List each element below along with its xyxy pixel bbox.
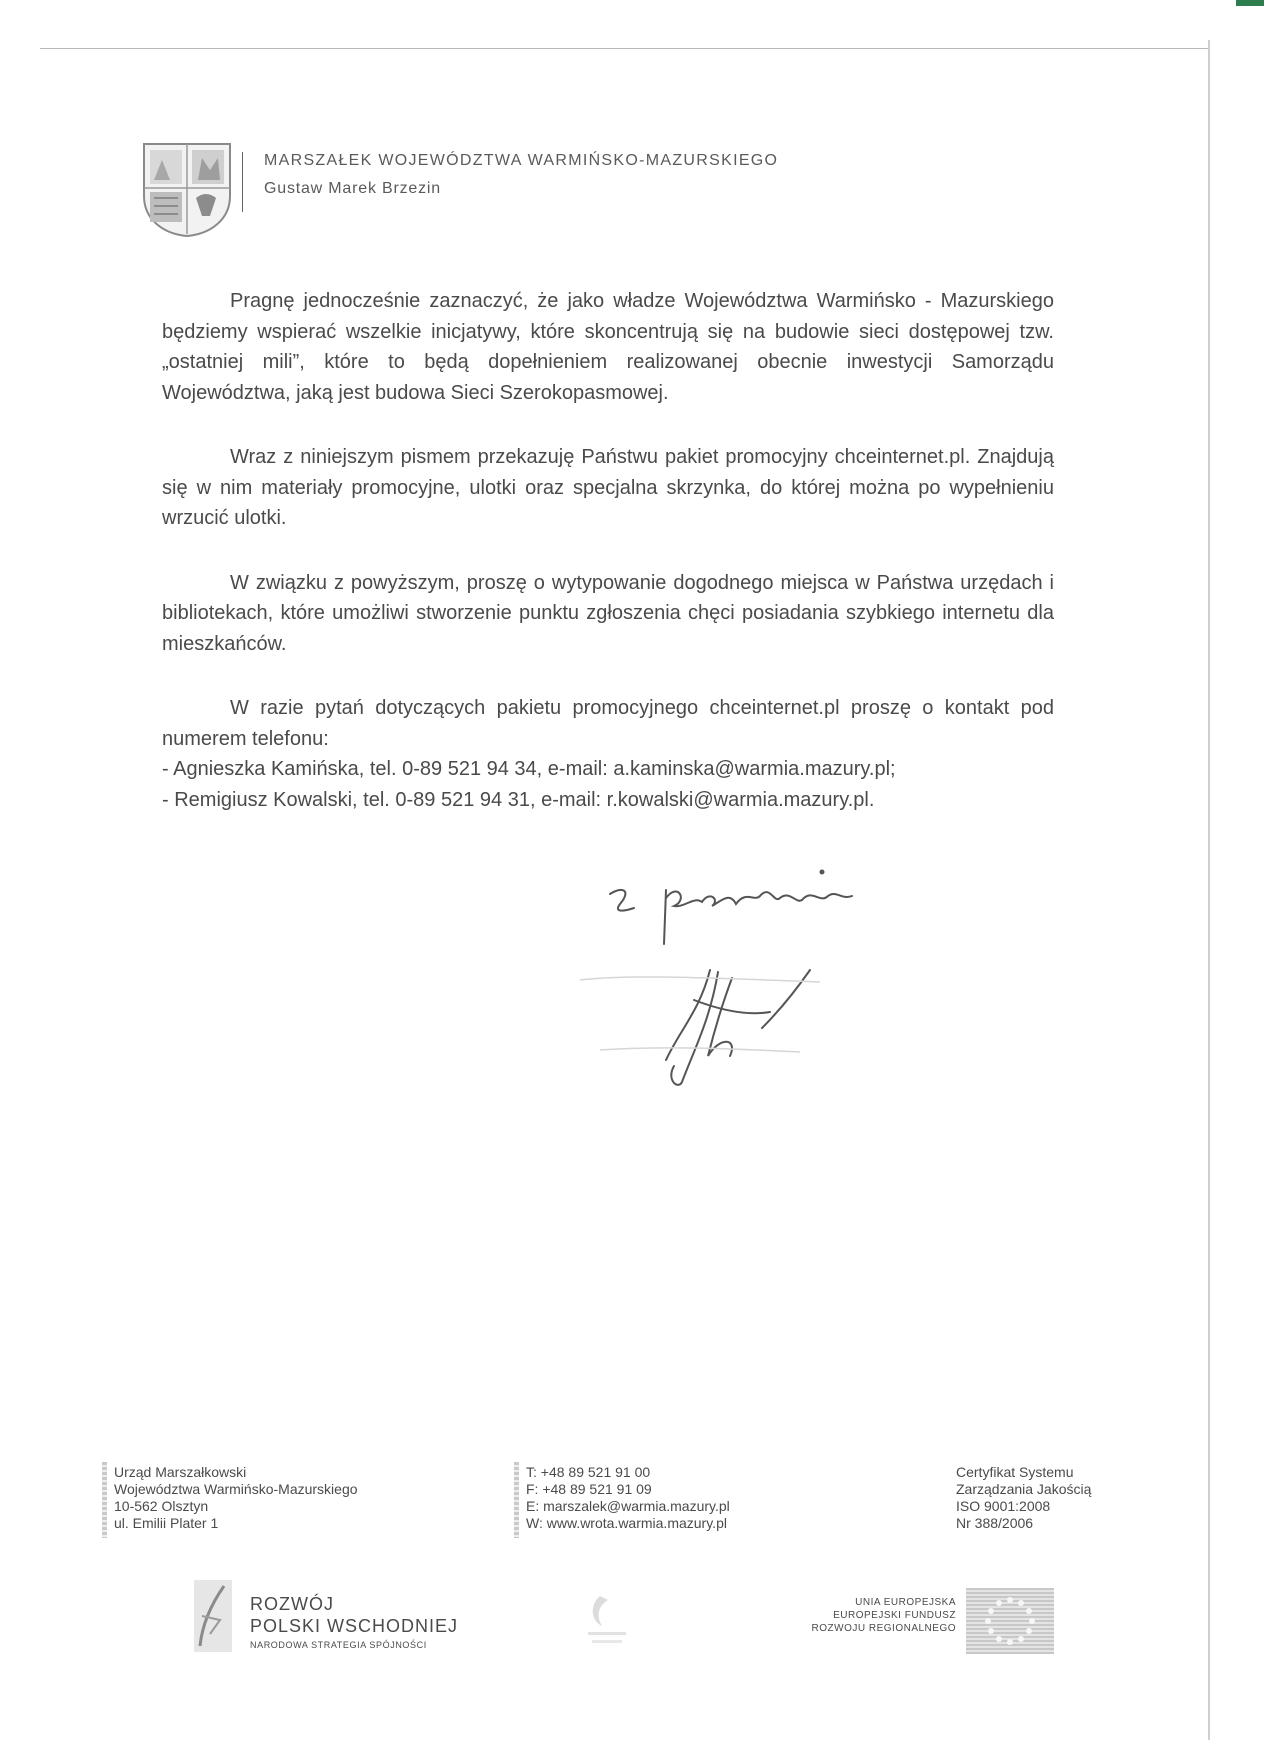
signature-area bbox=[570, 860, 970, 1120]
scan-corner-mark bbox=[1236, 0, 1264, 6]
faded-stamp bbox=[580, 977, 820, 1052]
scan-edge-top bbox=[40, 48, 1210, 49]
paragraph-contact-intro: W razie pytań dotyczących pakietu promocyjnego chceinternet.pl proszę o kontakt pod numerem telefonu: bbox=[162, 697, 1054, 750]
eu-label-line: ROZWOJU REGIONALNEGO bbox=[811, 1623, 956, 1634]
eu-label-line: EUROPEJSKI FUNDUSZ bbox=[833, 1610, 956, 1621]
footer-certificate-line: Zarządzania Jakością bbox=[956, 1481, 1092, 1497]
rpw-logo-line: NARODOWA STRATEGIA SPÓJNOŚCI bbox=[250, 1640, 427, 1650]
rpw-emblem-icon bbox=[190, 1576, 236, 1656]
footer-contact-bar bbox=[514, 1462, 519, 1538]
footer-website: W: www.wrota.warmia.mazury.pl bbox=[526, 1515, 727, 1531]
footer-phone: T: +48 89 521 91 00 bbox=[526, 1464, 651, 1480]
paragraph-support: Pragnę jednocześnie zaznaczyć, że jako władze Województwa Warmińsko - Mazurskiego będziemy wspierać wszelkie inicjatywy, które skoncentrują się na budowie sieci dostępowej tzw. „ostatniej mili”, które to będą dopełnieniem realizowanej obecnie inwestycji Samorządu Województwa, jaką jest budowa Sieci Szerokopasmowej. bbox=[162, 290, 1054, 404]
contact-line: - Remigiusz Kowalski, tel. 0-89 521 94 31, e-mail: r.kowalski@warmia.mazury.pl. bbox=[162, 788, 875, 811]
footer-fax: F: +48 89 521 91 09 bbox=[526, 1481, 652, 1497]
rozwoj-polski-wschodniej-logo bbox=[190, 1576, 480, 1660]
letterhead-title: MARSZAŁEK WOJEWÓDZTWA WARMIŃSKO-MAZURSKIEGO bbox=[264, 152, 779, 169]
signature-scribble bbox=[666, 970, 810, 1085]
footer-address-line: Województwa Warmińsko-Mazurskiego bbox=[114, 1481, 358, 1497]
coat-of-arms-icon bbox=[140, 140, 234, 238]
eu-label-line: UNIA EUROPEJSKA bbox=[855, 1597, 956, 1608]
rpw-logo-line: POLSKI WSCHODNIEJ bbox=[250, 1616, 459, 1636]
rpw-logo-line: ROZWÓJ bbox=[250, 1594, 334, 1614]
letterhead-divider bbox=[242, 152, 243, 212]
footer-address-lines bbox=[114, 1464, 358, 1532]
footer-address-line: Urząd Marszałkowski bbox=[114, 1464, 247, 1480]
scan-edge-right bbox=[1208, 40, 1210, 1740]
footer-address-line: ul. Emilii Plater 1 bbox=[114, 1515, 219, 1531]
footer-address-line: 10-562 Olsztyn bbox=[114, 1498, 209, 1514]
letter-body bbox=[162, 286, 1054, 815]
eu-fund-label bbox=[796, 1596, 956, 1635]
footer-certificate-line: ISO 9001:2008 bbox=[956, 1498, 1051, 1514]
letterhead-name: Gustaw Marek Brzezin bbox=[264, 180, 441, 197]
paragraph-promo-package: Wraz z niniejszym pismem przekazuję Państwu pakiet promocyjny chceinternet.pl. Znajdują się w nim materiały promocyjne, ulotki oraz specjalna skrzynka, do której można po wypełnieniu wrzucić ulotki. bbox=[162, 446, 1054, 529]
eu-flag-icon bbox=[966, 1588, 1054, 1654]
footer-contact-lines bbox=[526, 1464, 730, 1532]
handwritten-closing bbox=[610, 871, 852, 945]
footer-certificate-line: Nr 388/2006 bbox=[956, 1515, 1034, 1531]
footer-certificate-lines bbox=[956, 1464, 1091, 1532]
faded-region-logo-icon bbox=[582, 1586, 632, 1656]
contact-line: - Agnieszka Kamińska, tel. 0-89 521 94 34, e-mail: a.kaminska@warmia.mazury.pl; bbox=[162, 758, 896, 780]
footer-address-bar bbox=[102, 1462, 107, 1538]
paragraph-request: W związku z powyższym, proszę o wytypowanie dogodnego miejsca w Państwa urzędach i bibliotekach, które umożliwi stworzenie punktu zgłoszenia chęci posiadania szybkiego internetu dla mieszkańców. bbox=[162, 571, 1054, 655]
footer-email: E: marszalek@warmia.mazury.pl bbox=[526, 1498, 730, 1514]
footer-certificate-line: Certyfikat Systemu bbox=[956, 1464, 1074, 1480]
